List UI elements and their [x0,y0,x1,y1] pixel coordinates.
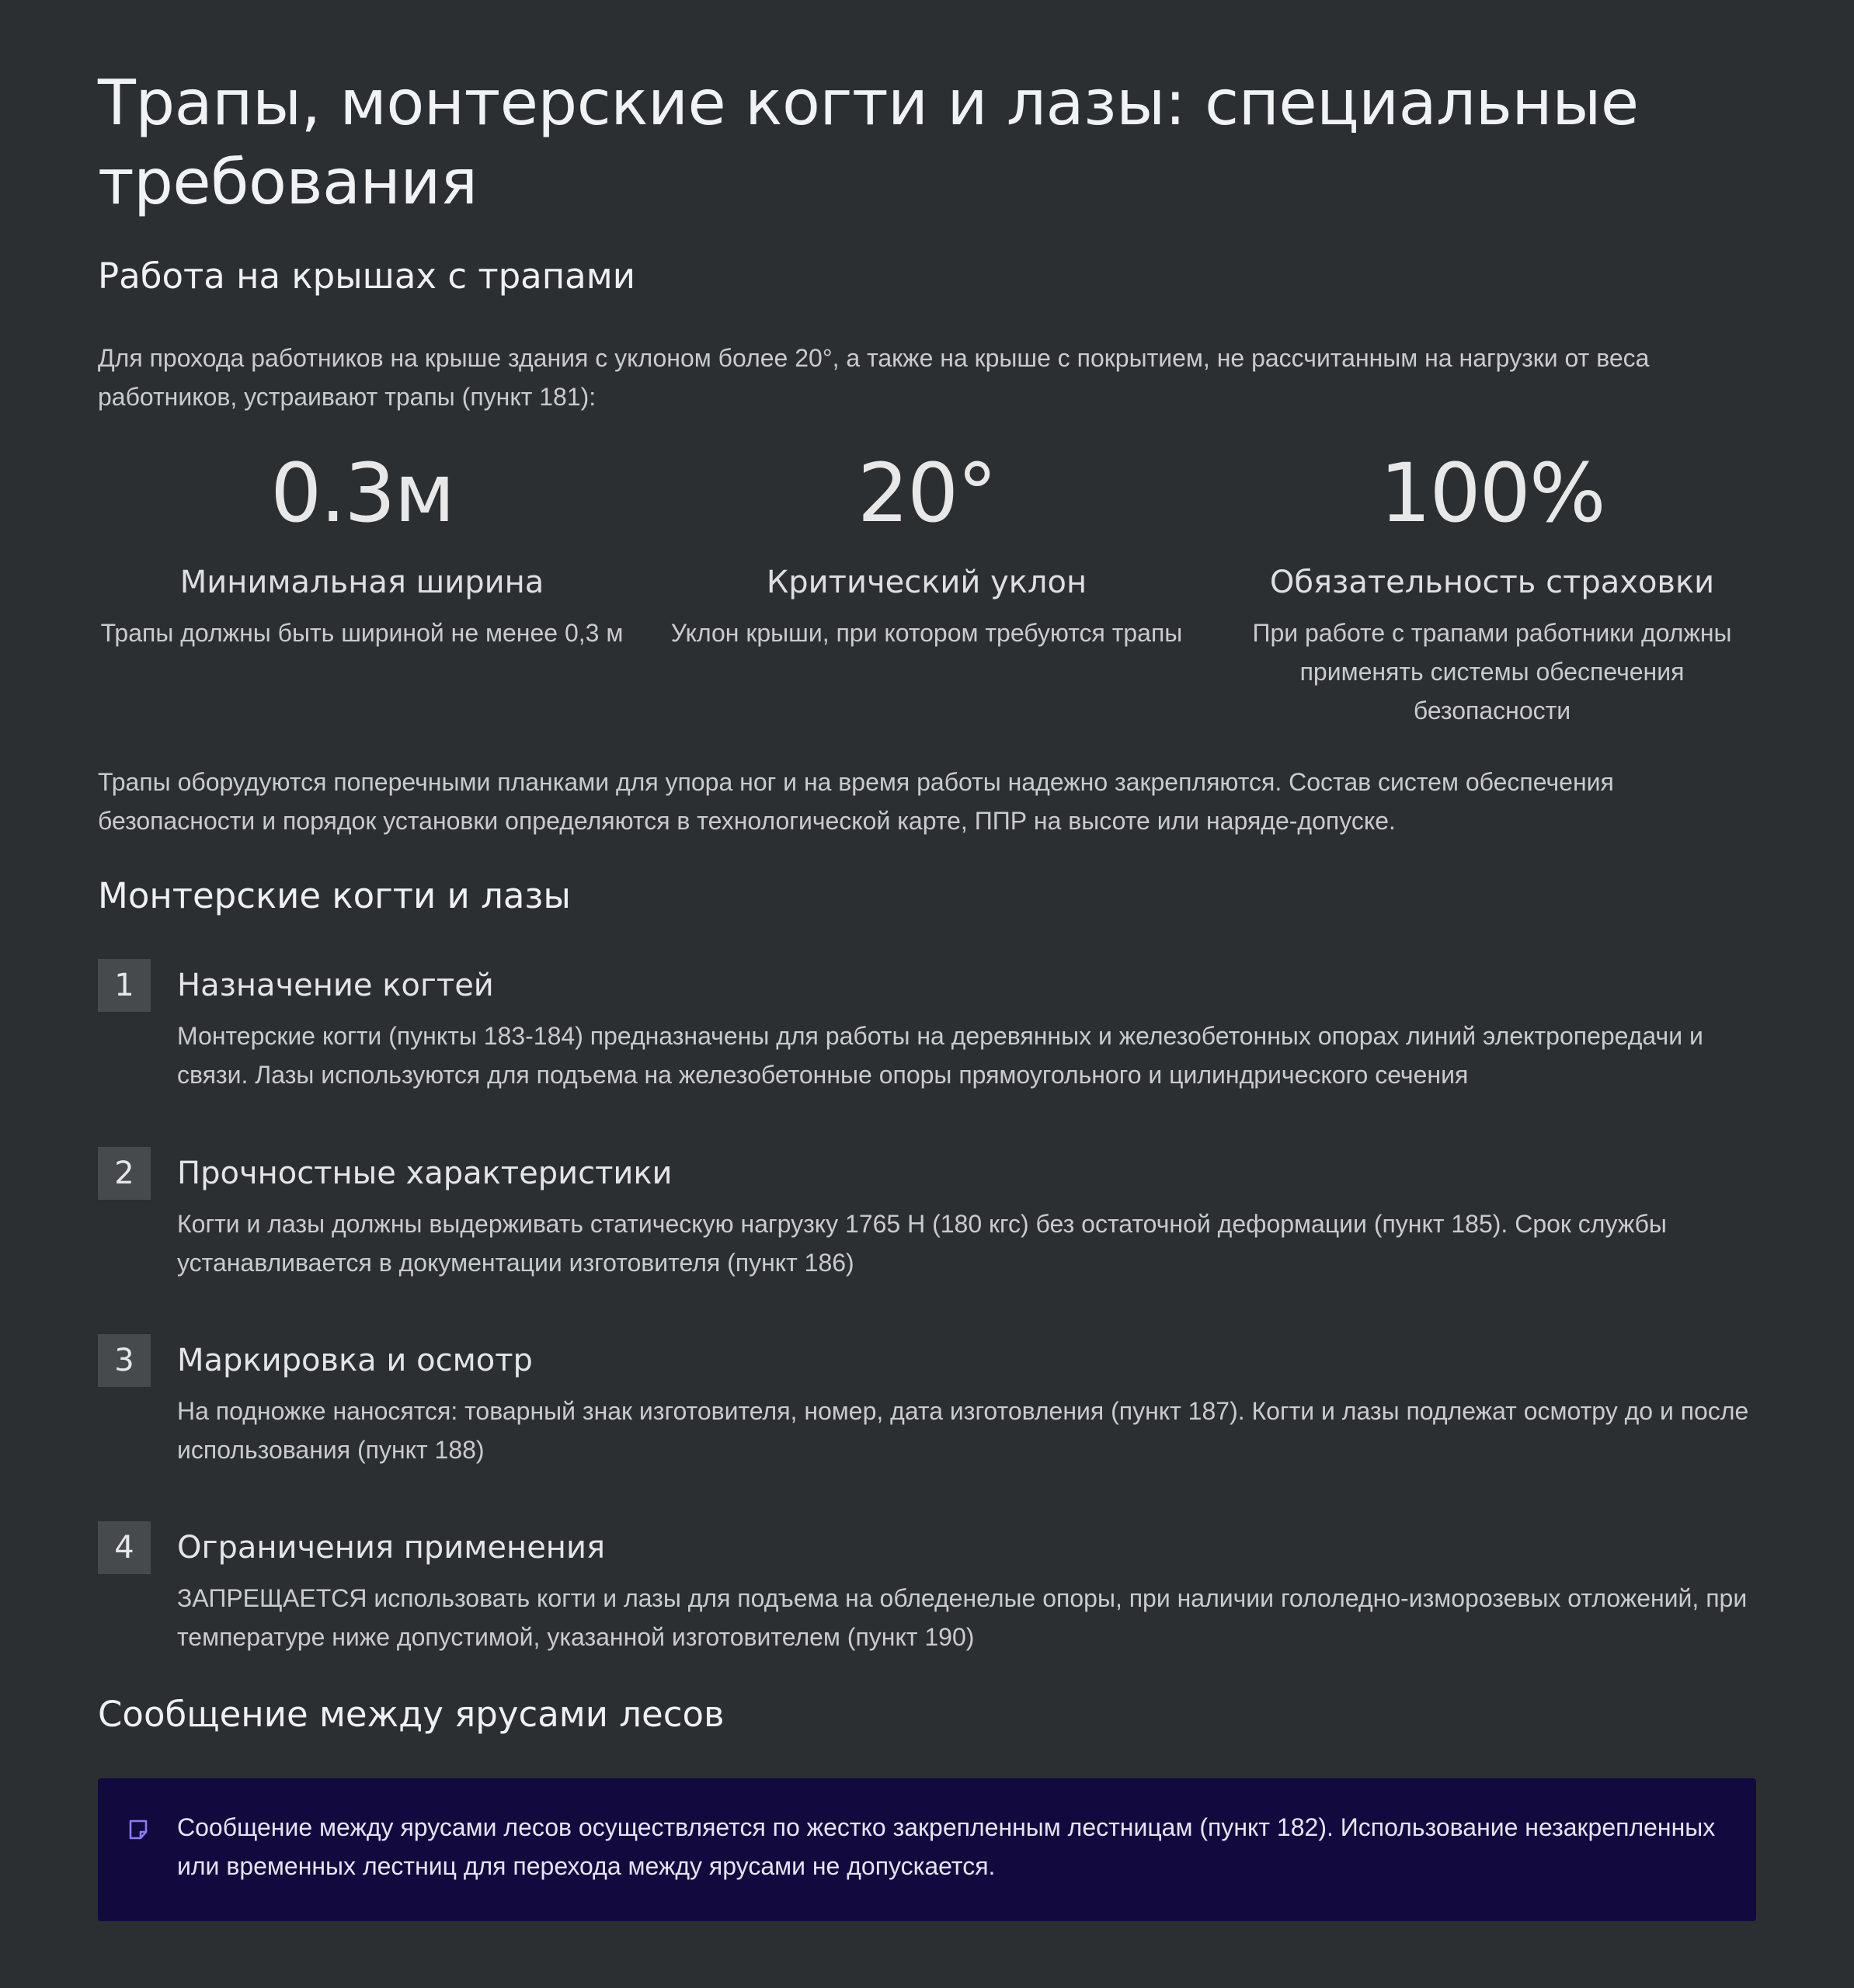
stat-value: 0.3м [270,446,454,540]
scaffold-heading: Сообщение между ярусами лесов [98,1694,725,1735]
step-description: Когти и лазы должны выдерживать статическую нагрузку 1765 Н (180 кгс) без остаточной деформации (пункт 185). Срок службы устанавливается в документации изготовителя (пункт 186) [177,1210,1667,1277]
step-description: ЗАПРЕЩАЕТСЯ использовать когти и лазы для подъема на обледенелые опоры, при наличии гололедно-изморозевых отложений, при температуре ниже допустимой, указанной изготовителем (пункт 190) [177,1584,1748,1651]
page-title: Трапы, монтерские когти и лазы: специальные требования [98,67,1639,218]
step-number-badge: 4 [98,1521,151,1574]
stat-description: При работе с трапами работники должны применять системы обеспечения безопасности [1252,619,1732,725]
callout-text: Сообщение между ярусами лесов осуществляется по жестко закрепленным лестницам (пункт 182). Использование незакрепленных или временных лестниц для перехода между ярусами не допускается. [177,1813,1716,1880]
stat-value: 20° [857,446,997,540]
stat-safety-required [1228,443,1756,730]
step-description: Монтерские когти (пункты 183-184) предназначены для работы на деревянных и железобетонных опорах линий электропередачи и связи. Лазы используются для подъема на железобетонные опоры прямоугольного и цилиндрического сечения [177,1022,1703,1089]
stats-grid [98,443,1756,746]
stat-label: Минимальная ширина [179,565,544,600]
step-title: Прочностные характеристики [177,1156,673,1191]
step-number-badge: 3 [98,1334,151,1387]
claws-heading: Монтерские когти и лазы [98,875,571,916]
step-title: Ограничения применения [177,1530,606,1566]
stat-label: Критический уклон [766,565,1087,600]
stat-value: 100% [1379,446,1605,540]
note-icon [126,1817,151,1842]
stat-min-width [98,443,626,652]
step-description: На подножке наносятся: товарный знак изготовителя, номер, дата изготовления (пункт 187). Когти и лазы подлежат осмотру до и после использования (пункт 188) [177,1397,1749,1464]
roofs-heading: Работа на крышах с трапами [98,255,635,297]
stat-description: Трапы должны быть шириной не менее 0,3 м [100,619,624,647]
stat-description: Уклон крыши, при котором требуются трапы [670,619,1183,647]
stat-critical-slope [663,443,1191,652]
info-callout [98,1778,1756,1921]
roofs-intro: Для прохода работников на крыше здания с уклоном более 20°, а также на крыше с покрытием, не рассчитанным на нагрузки от веса работников, устраивают трапы (пункт 181): [98,344,1650,411]
step-title: Назначение когтей [177,968,494,1003]
step-number-badge: 1 [98,959,151,1012]
stat-label: Обязательность страховки [1269,565,1715,600]
step-number-badge: 2 [98,1147,151,1200]
step-title: Маркировка и осмотр [177,1343,533,1378]
roofs-outro: Трапы оборудуются поперечными планками для упора ног и на время работы надежно закрепляются. Состав систем обеспечения безопасности и порядок установки определяются в технологической карте, ППР на высоте или наряде-допуске. [98,768,1614,835]
